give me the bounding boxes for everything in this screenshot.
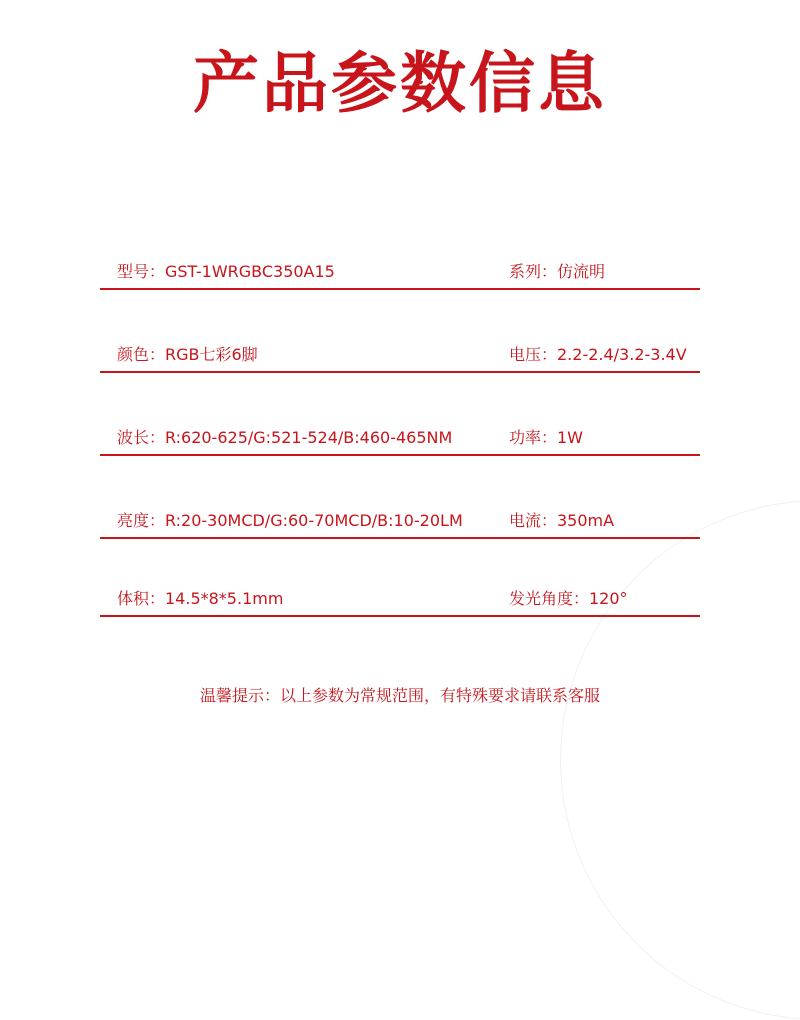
- spec-brightness: 亮度：R:20-30MCD/G:60-70MCD/B:10-20LM: [117, 511, 463, 530]
- page-title: 产品参数信息: [193, 45, 607, 122]
- spec-model: 型号：GST-1WRGBC350A15: [117, 262, 335, 281]
- spec-wavelength: 波长：R:620-625/G:521-524/B:460-465NM: [117, 428, 453, 447]
- spec-size: 体积：14.5*8*5.1mm: [117, 589, 284, 608]
- spec-row: [100, 511, 700, 539]
- spec-current: 电流：350mA: [509, 511, 615, 530]
- spec-row: [100, 589, 700, 617]
- footer-note: 温馨提示：以上参数为常规范围，有特殊要求请联系客服: [199, 686, 600, 705]
- spec-row: [100, 262, 700, 290]
- spec-row: [100, 428, 700, 456]
- spec-series: 系列：仿流明: [509, 262, 606, 281]
- spec-list: [100, 0, 700, 800]
- spec-voltage: 电压：2.2-2.4/3.2-3.4V: [509, 345, 687, 364]
- spec-row: [100, 345, 700, 373]
- spec-color: 颜色：RGB七彩6脚: [117, 345, 258, 364]
- spec-beam-angle: 发光角度：120°: [509, 589, 628, 608]
- spec-power: 功率：1W: [509, 428, 584, 447]
